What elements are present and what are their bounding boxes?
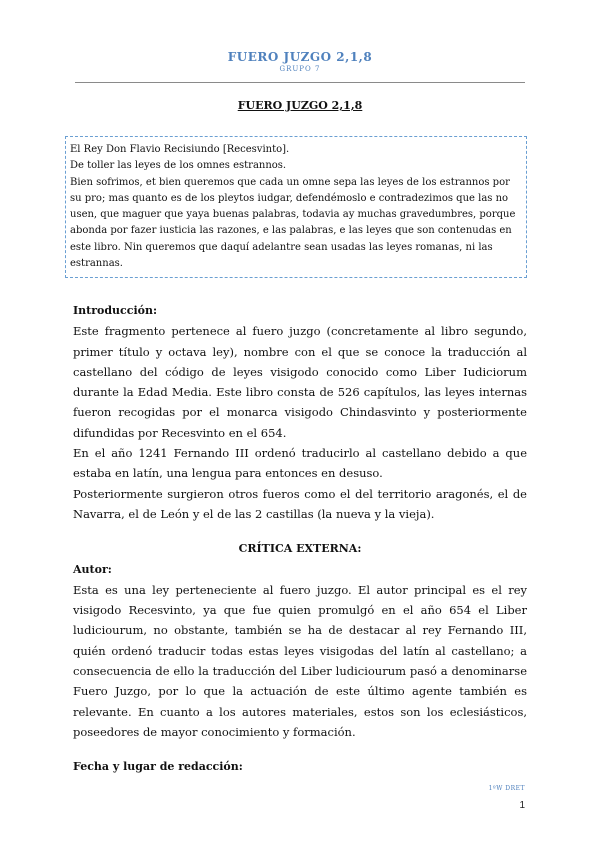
- header-title: FUERO JUZGO 2,1,8: [227, 50, 373, 64]
- page-header: [75, 50, 525, 73]
- intro-paragraph: En el año 1241 Fernando III ordenó traducirlo al castellano debido a que estaba en latín, una lengua para entonces en desuso.: [73, 446, 527, 481]
- intro-paragraph: Posteriormente surgieron otros fueros como el del territorio aragonés, el de Navarra, el de León y el de las 2 castillas (la nueva y la vieja).: [73, 486, 527, 521]
- header-divider: [75, 82, 525, 83]
- source-line-body: Bien sofrimos, et bien queremos que cada un omne sepa las leyes de los estrannos por su pro; mas quanto es de los pleytos iudgar, defendémoslo e contradezimos que las no usen, que maguer que yaya buenas palabras, todavia ay muchas gravedumbres, porque abonda por fazer iusticia las razones, e las palabras, e las leyes que son contenudas en este libro. Nin queremos que daquí adelantre sean usadas las leyes romanas, ni las estrannas.: [70, 176, 516, 270]
- fecha-heading: Fecha y lugar de redacción:: [73, 760, 243, 774]
- document-title: FUERO JUZGO 2,1,8: [237, 99, 363, 112]
- spacer: [73, 742, 527, 757]
- source-text-box: [65, 136, 527, 278]
- source-line-heading: De toller las leyes de los omnes estrannos.: [70, 160, 287, 172]
- header-subtitle: GRUPO 7: [279, 65, 321, 73]
- critica-externa-heading: CRÍTICA EXTERNA:: [238, 542, 362, 556]
- spacer: [73, 524, 527, 539]
- autor-heading: Autor:: [73, 562, 112, 576]
- intro-paragraph: Este fragmento pertenece al fuero juzgo (concretamente al libro segundo, primer título y octava ley), nombre con el que se conoce la traducción al castellano del código de leyes visigodo conocido como Liber Iudiciorum durante la Edad Media. Este libro consta de 526 capítulos, las leyes internas fueron recogidas por el monarca visigodo Chindasvinto y posteriormente difundidas por Recesvinto en el 654.: [73, 324, 527, 440]
- document-body: [73, 301, 527, 778]
- footer-tag: 1ºW DRET: [488, 785, 525, 792]
- intro-heading: Introducción:: [73, 304, 158, 317]
- autor-paragraph: Esta es una ley perteneciente al fuero juzgo. El autor principal es el rey visigodo Recesvinto, ya que fue quien promulgó en el año 654 el Liber ludiciourum, no obstante, también se ha de destacar al rey Fernando III, quién ordenó traducir todas estas leyes visigodas del latín al castellano; a consecuencia de ello la traducción del Liber ludiciourum pasó a denominarse Fuero Juzgo, por lo que la actuación de este último agente también es relevante. En cuanto a los autores materiales, estos son los eclesiásticos, poseedores de mayor conocimiento y formación.: [73, 582, 527, 739]
- page-number: 1: [519, 800, 525, 811]
- source-line-author: El Rey Don Flavio Recisiundo [Recesvinto].: [70, 144, 290, 155]
